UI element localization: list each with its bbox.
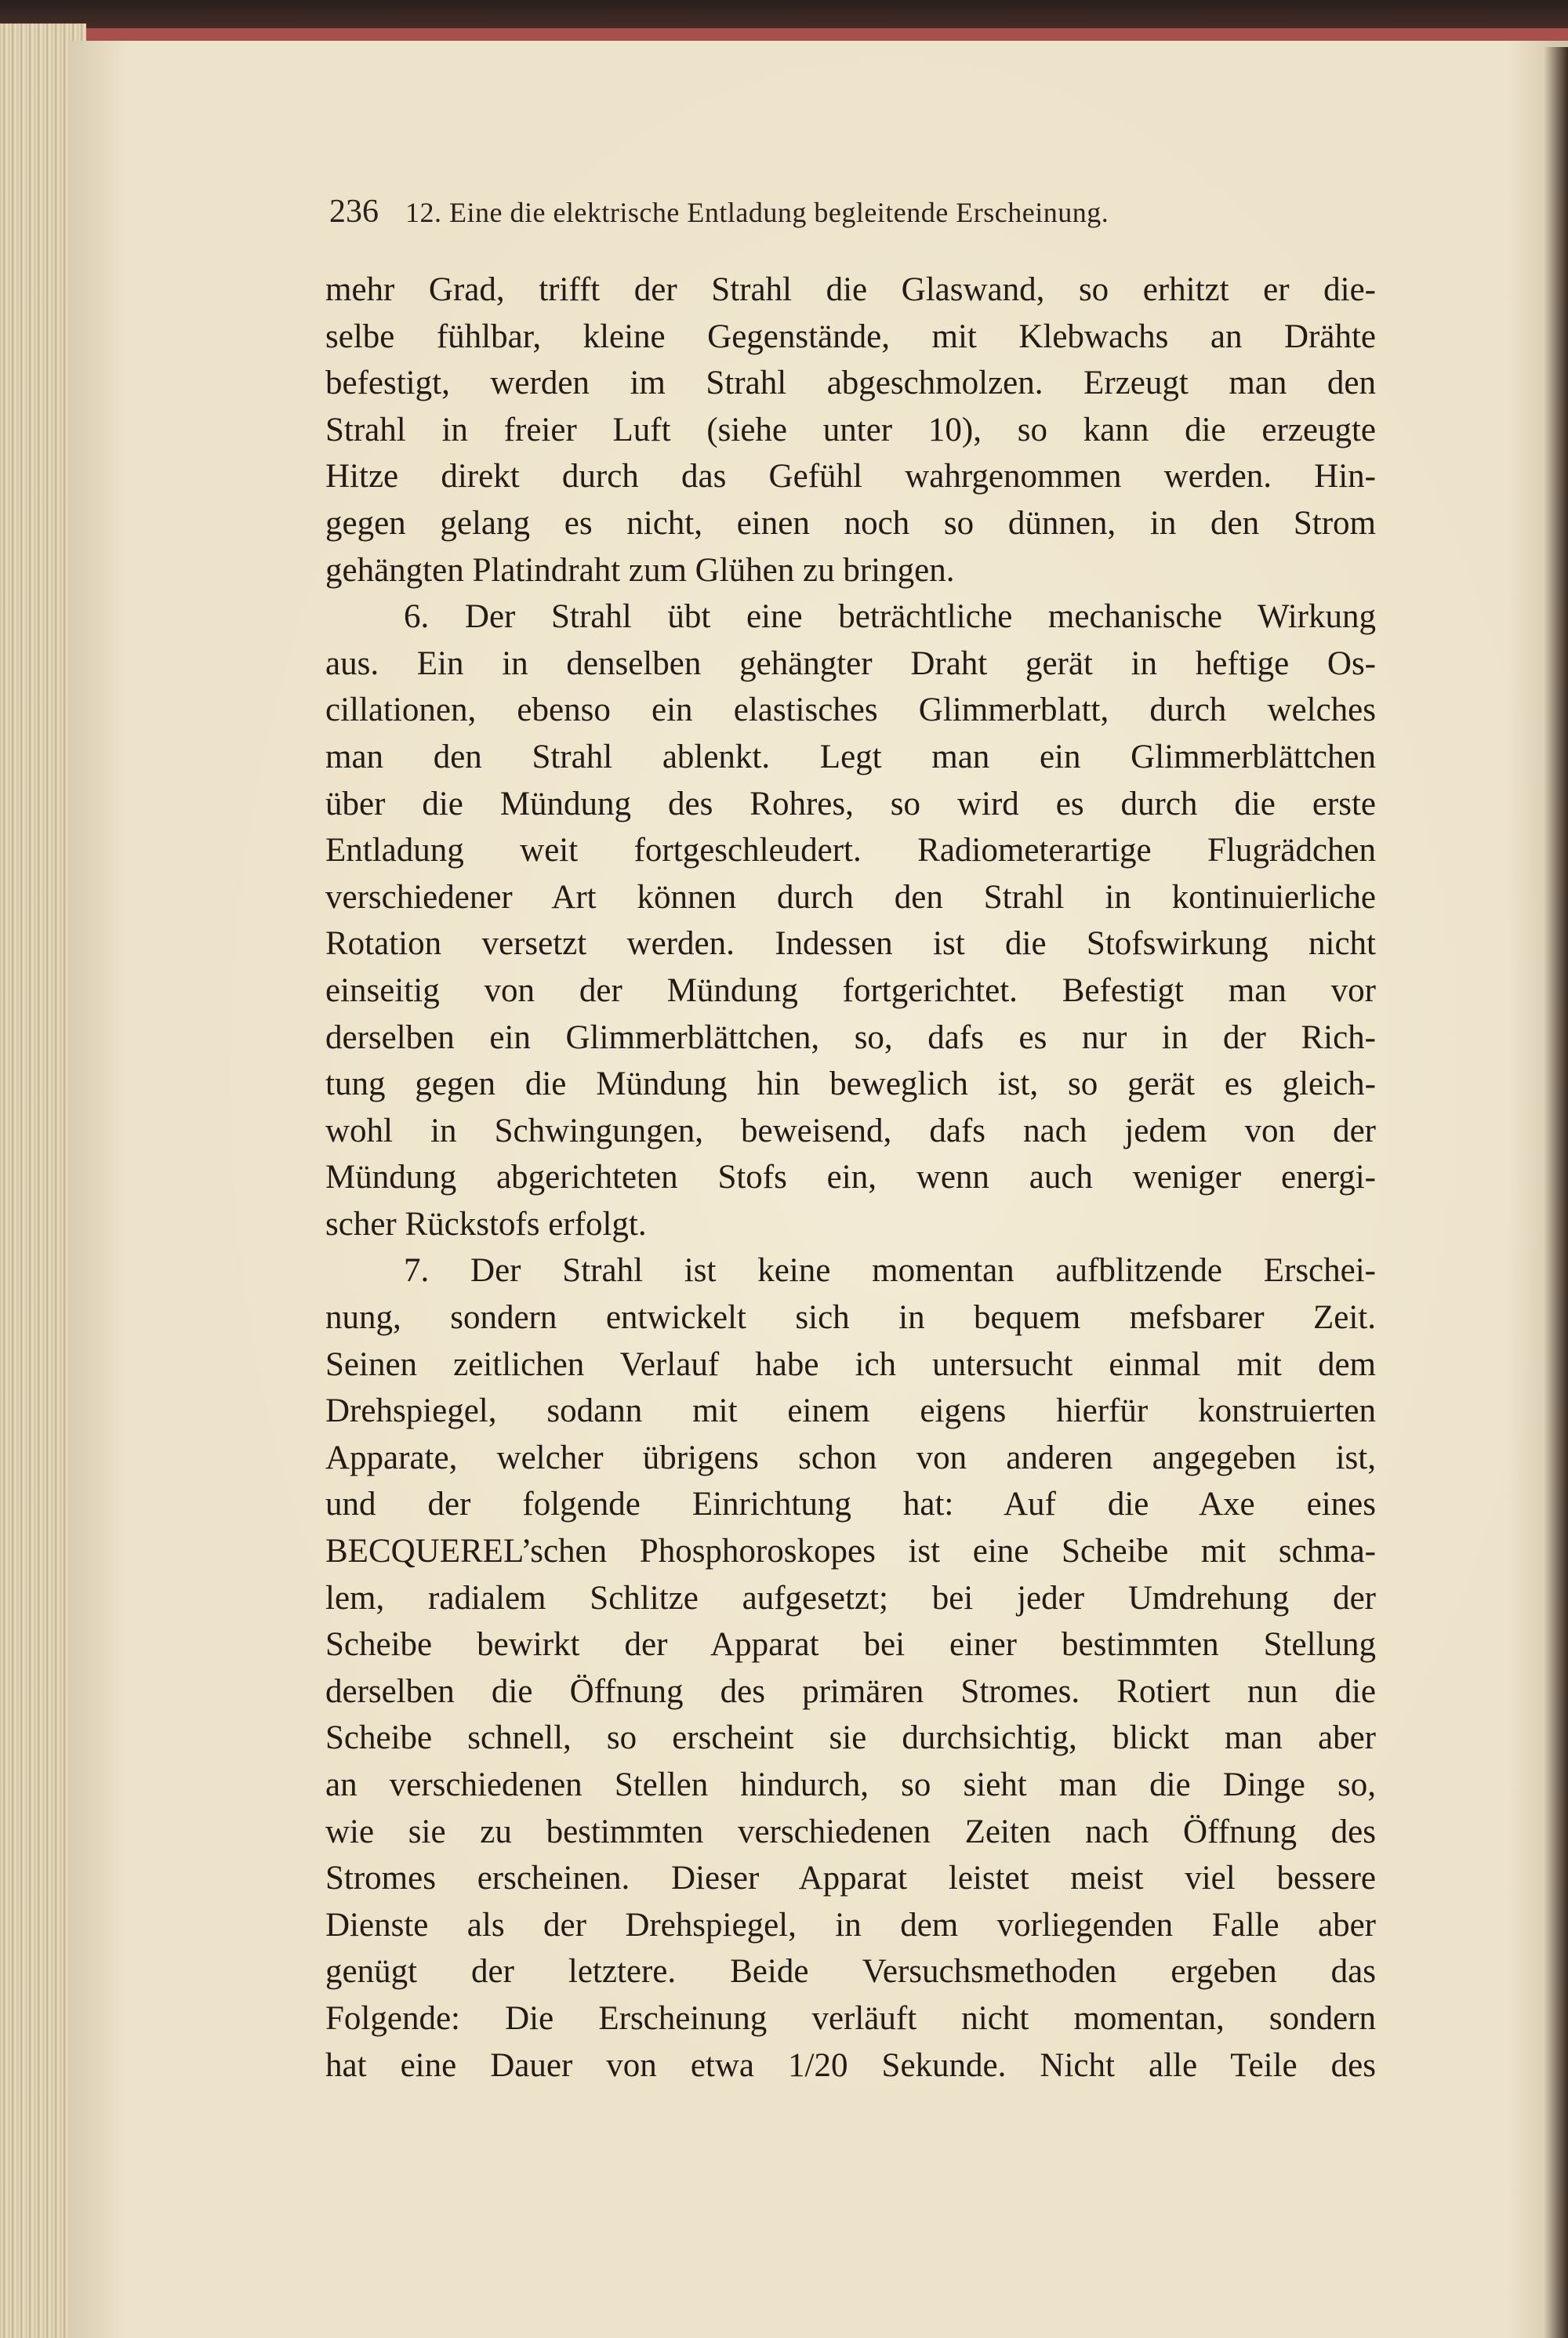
- text-line: einseitig von der Mündung fortgerichtet. Befestigt man vor: [325, 971, 1376, 1009]
- text-line: selbe fühlbar, kleine Gegenstände, mit Klebwachs an Drähte: [325, 318, 1376, 355]
- text-line: befestigt, werden im Strahl abgeschmolzen. Erzeugt man den: [325, 365, 1376, 402]
- text-line: Strahl in freier Luft (siehe unter 10), so kann die erzeugte: [325, 411, 1376, 448]
- text-line: Rotation versetzt werden. Indessen ist die Stofswirkung nicht: [325, 925, 1376, 963]
- text-line: lem, radialem Schlitze aufgesetzt; bei jeder Umdrehung der: [325, 1579, 1376, 1617]
- text-line: cillationen, ebenso ein elastisches Glimmerblatt, durch welches: [325, 692, 1376, 729]
- body-text: [325, 267, 1376, 2089]
- text-line: 6. Der Strahl übt eine beträchtliche mechanische Wirkung: [404, 598, 1376, 636]
- text-line: genügt der letztere. Beide Versuchsmethoden ergeben das: [325, 1953, 1376, 1991]
- text-line: Stromes erscheinen. Dieser Apparat leistet meist viel bessere: [325, 1860, 1376, 1897]
- text-line: nung, sondern entwickelt sich in bequem mefsbarer Zeit.: [325, 1299, 1376, 1337]
- text-line: Dienste als der Drehspiegel, in dem vorliegenden Falle aber: [325, 1906, 1376, 1944]
- text-line: derselben die Öffnung des primären Stromes. Rotiert nun die: [325, 1672, 1376, 1710]
- text-line: wohl in Schwingungen, beweisend, dafs nach jedem von der: [325, 1112, 1376, 1149]
- running-head: 12. Eine die elektrische Entladung begleitende Erscheinung.: [405, 197, 1109, 228]
- text-line: Hitze direkt durch das Gefühl wahrgenommen werden. Hin-: [325, 458, 1376, 496]
- text-line: 7. Der Strahl ist keine momentan aufblitzende Erschei-: [404, 1252, 1376, 1290]
- text-line: hat eine Dauer von etwa 1/20 Sekunde. Nicht alle Teile des: [325, 2046, 1376, 2084]
- text-line: Mündung abgerichteten Stofs ein, wenn auch weniger energi-: [325, 1159, 1376, 1196]
- text-line: verschiedener Art können durch den Strahl in kontinuierliche: [325, 878, 1376, 916]
- page-header: [329, 193, 1380, 240]
- text-line: gegen gelang es nicht, einen noch so dünnen, in den Strom: [325, 504, 1376, 542]
- text-line: man den Strahl ablenkt. Legt man ein Glimmerblättchen: [325, 738, 1376, 775]
- text-line: gehängten Platindraht zum Glühen zu bringen.: [325, 551, 955, 589]
- text-line: Scheibe bewirkt der Apparat bei einer bestimmten Stellung: [325, 1626, 1376, 1664]
- text-line: aus. Ein in denselben gehängter Draht gerät in heftige Os-: [325, 644, 1376, 682]
- text-line: Entladung weit fortgeschleudert. Radiometerartige Flugrädchen: [325, 832, 1376, 869]
- text-line: über die Mündung des Rohres, so wird es durch die erste: [325, 785, 1376, 822]
- text-line: scher Rückstofs erfolgt.: [325, 1205, 647, 1243]
- text-line: BECQUEREL’schen Phosphoroskopes ist eine Scheibe mit schma-: [325, 1533, 1376, 1570]
- text-line: Apparate, welcher übrigens schon von anderen angegeben ist,: [325, 1439, 1376, 1476]
- text-line: an verschiedenen Stellen hindurch, so sieht man die Dinge so,: [325, 1766, 1376, 1803]
- text-line: tung gegen die Mündung hin beweglich ist, so gerät es gleich-: [325, 1066, 1376, 1103]
- text-line: Seinen zeitlichen Verlauf habe ich untersucht einmal mit dem: [325, 1345, 1376, 1383]
- text-line: Scheibe schnell, so erscheint sie durchsichtig, blickt man aber: [325, 1719, 1376, 1757]
- text-line: derselben ein Glimmerblättchen, so, dafs es nur in der Rich-: [325, 1018, 1376, 1056]
- page-number: 236: [329, 194, 379, 230]
- text-line: Folgende: Die Erscheinung verläuft nicht momentan, sondern: [325, 1999, 1376, 2037]
- text-line: und der folgende Einrichtung hat: Auf die Axe eines: [325, 1486, 1376, 1523]
- text-line: mehr Grad, trifft der Strahl die Glaswand, so erhitzt er die-: [325, 271, 1376, 308]
- text-line: Drehspiegel, sodann mit einem eigens hierfür konstruierten: [325, 1392, 1376, 1430]
- book-gutter: [1544, 47, 1568, 2338]
- text-line: wie sie zu bestimmten verschiedenen Zeiten nach Öffnung des: [325, 1813, 1376, 1850]
